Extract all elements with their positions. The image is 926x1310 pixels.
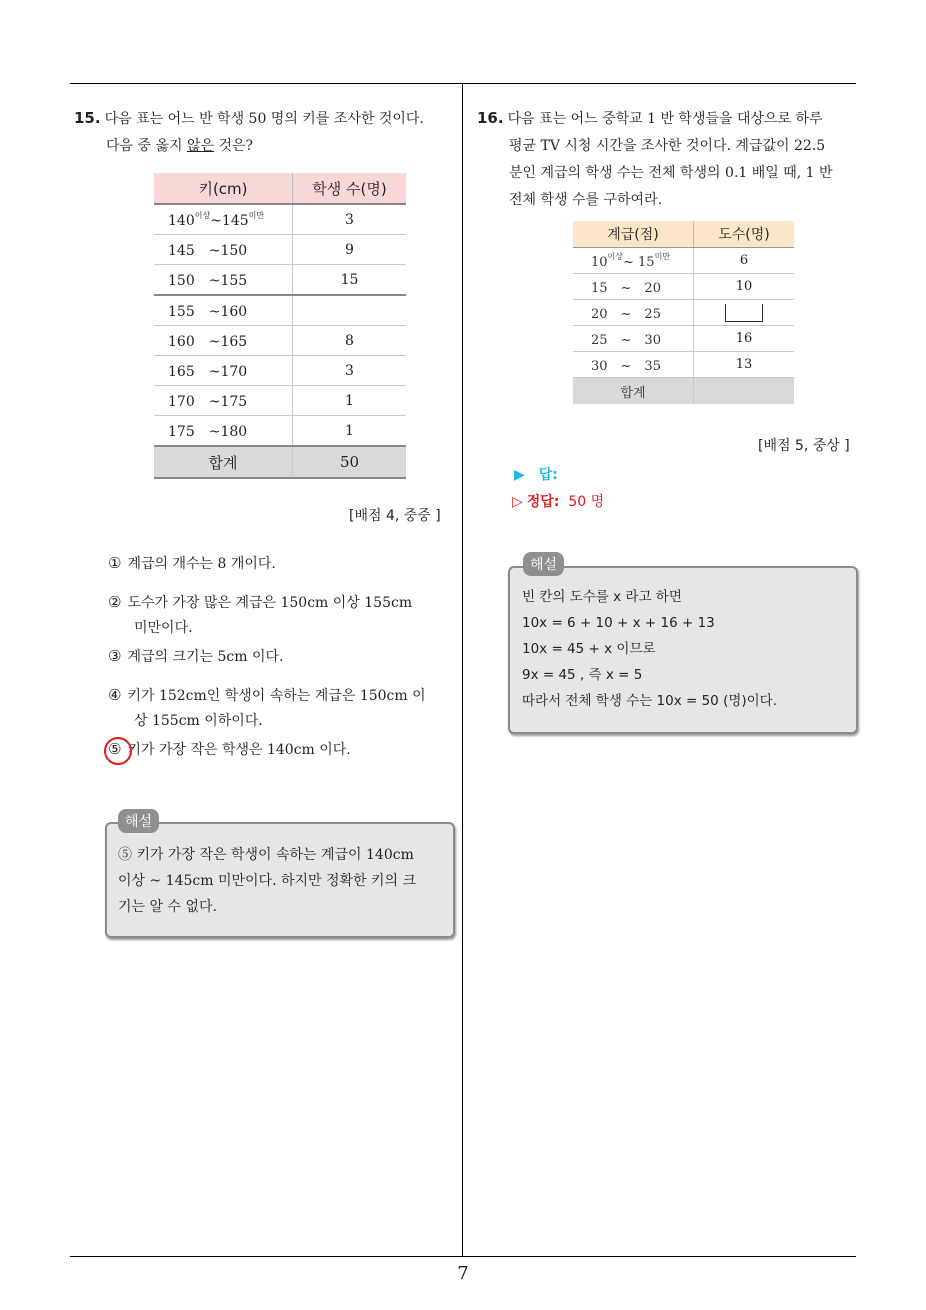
table-cell-range: 170 ~175	[154, 386, 293, 416]
table-cell-count: 15	[293, 265, 407, 296]
q15-question	[74, 105, 459, 160]
q15-choice-3[interactable]	[108, 644, 453, 670]
table-total-label: 합계	[154, 446, 293, 478]
q16-score: [배점 5, 중상 ]	[758, 438, 850, 454]
choice-marker: ⑤	[108, 740, 122, 758]
column-divider	[462, 83, 463, 1257]
table-row	[154, 326, 406, 356]
table-cell-range	[154, 204, 293, 235]
q15-choice-2[interactable]	[108, 590, 453, 641]
choice-marker: ①	[108, 554, 122, 572]
q16-text-line: 전체 학생 수를 구하여라.	[509, 192, 663, 208]
q15-number: 15.	[74, 109, 101, 127]
table-cell-range: 25 ~ 30	[573, 326, 694, 352]
table-cell-count: 9	[293, 235, 407, 265]
table-cell-count: 13	[694, 352, 795, 378]
table-cell-count: 3	[293, 356, 407, 386]
explanation-line: 10x = 45 + x 이므로	[522, 641, 656, 657]
q15-explanation-tag: 해설	[118, 809, 159, 833]
table-row	[154, 386, 406, 416]
table-cell-range: 150 ~155	[154, 265, 293, 296]
q15-choice-4[interactable]	[108, 683, 453, 734]
table-row	[573, 274, 794, 300]
q16-explanation-text	[522, 584, 852, 714]
range-end-suffix: 미만	[248, 211, 265, 220]
explanation-line: 따라서 전체 학생 수는 10x = 50 (명)이다.	[522, 693, 778, 709]
q16-question	[477, 105, 862, 214]
explanation-line: 10x = 6 + 10 + x + 16 + 13	[522, 615, 715, 631]
table-cell-range: 145 ~150	[154, 235, 293, 265]
explanation-line: 9x = 45 , 즉 x = 5	[522, 667, 643, 683]
q16-correct-line	[512, 491, 604, 511]
explanation-line: 빈 칸의 도수를 x 라고 하면	[522, 589, 682, 605]
selected-answer-circle	[104, 737, 132, 765]
q15-text-line2-underline: 않은	[186, 138, 215, 154]
correct-value: 50 명	[568, 494, 605, 510]
q16-text-line: 평균 TV 시청 시간을 조사한 것이다. 계급값이 22.5	[509, 138, 826, 154]
q16-frequency-table	[573, 221, 794, 404]
choice-text: 키가 가장 작은 학생은 140cm 이다.	[127, 742, 351, 758]
q15-choice-5[interactable]	[108, 737, 453, 763]
explanation-line: ⑤ 키가 가장 작은 학생이 속하는 계급이 140cm	[118, 847, 414, 863]
table-row	[154, 265, 406, 296]
table-row	[154, 204, 406, 235]
table-header-row	[573, 221, 794, 248]
correct-label: 정답:	[526, 494, 560, 510]
bottom-rule	[70, 1256, 856, 1257]
q16-text-line: 분인 계급의 학생 수는 전체 학생의 0.1 배일 때, 1 반	[509, 165, 833, 181]
table-total-value	[694, 378, 795, 405]
top-rule	[70, 83, 856, 84]
answer-label: 답:	[538, 467, 558, 483]
table-total-value: 50	[293, 446, 407, 478]
table-cell-range: 165 ~170	[154, 356, 293, 386]
choice-text: 계급의 개수는 8 개이다.	[127, 556, 276, 572]
page-number: 7	[457, 1263, 469, 1284]
q16-text-line: 다음 표는 어느 중학교 1 반 학생들을 대상으로 하루	[507, 111, 823, 127]
q15-text-line2-b: 것은?	[214, 138, 254, 154]
table-header-height: 키(cm)	[154, 173, 293, 204]
table-cell-count: 8	[293, 326, 407, 356]
table-header-class: 계급(점)	[573, 221, 694, 248]
table-row	[573, 326, 794, 352]
table-cell-range: 160 ~165	[154, 326, 293, 356]
explanation-line: 기는 알 수 없다.	[118, 899, 217, 915]
table-row	[154, 295, 406, 326]
table-row	[573, 300, 794, 326]
range-end-suffix: 미만	[654, 252, 671, 261]
choice-marker: ②	[108, 593, 122, 611]
table-row	[154, 416, 406, 447]
table-cell-count: 3	[293, 204, 407, 235]
table-header-count: 학생 수(명)	[293, 173, 407, 204]
q15-text-line2-a: 다음 중 옳지	[106, 138, 187, 154]
q16-explanation-tag: 해설	[523, 552, 564, 576]
table-cell-count	[293, 295, 407, 326]
table-cell-range	[573, 248, 694, 274]
table-row	[573, 352, 794, 378]
table-cell-range: 175 ~180	[154, 416, 293, 447]
choice-marker: ④	[108, 686, 122, 704]
choice-text-cont: 상 155cm 이하이다.	[134, 713, 263, 729]
table-row	[573, 248, 794, 274]
play-arrow-icon: ▶	[514, 467, 525, 483]
q16-number: 16.	[477, 109, 504, 127]
table-total-label: 합계	[573, 378, 694, 405]
table-cell-count: 6	[694, 248, 795, 274]
q15-explanation-text	[118, 842, 448, 920]
table-row	[154, 235, 406, 265]
choice-text-cont: 미만이다.	[134, 620, 193, 636]
table-cell-range: 30 ~ 35	[573, 352, 694, 378]
range-start: 10	[591, 255, 608, 270]
q15-line2	[74, 133, 459, 160]
table-cell-blank	[694, 300, 795, 326]
q15-choice-1[interactable]	[108, 551, 453, 577]
table-cell-range: 20 ~ 25	[573, 300, 694, 326]
table-cell-count: 10	[694, 274, 795, 300]
choice-text: 키가 152cm인 학생이 속하는 계급은 150cm 이	[127, 688, 426, 704]
range-start-suffix: 이상	[194, 211, 211, 220]
choice-text: 계급의 크기는 5cm 이다.	[127, 649, 284, 665]
q16-answer-line	[514, 464, 558, 484]
outline-arrow-icon: ▷	[512, 494, 523, 510]
table-cell-count: 1	[293, 416, 407, 447]
q15-score: [배점 4, 중중 ]	[349, 508, 441, 524]
range-start: 140	[168, 213, 195, 229]
q15-frequency-table	[154, 173, 406, 479]
table-header-row	[154, 173, 406, 204]
range-end: ~145	[210, 213, 249, 229]
table-total-row	[154, 446, 406, 478]
table-cell-range: 155 ~160	[154, 295, 293, 326]
explanation-line: 이상 ~ 145cm 미만이다. 하지만 정확한 키의 크	[118, 873, 417, 889]
q15-text-line1: 다음 표는 어느 반 학생 50 명의 키를 조사한 것이다.	[104, 111, 424, 127]
blank-answer-box	[725, 304, 763, 322]
q15-line1	[74, 105, 459, 133]
range-end: ~ 15	[623, 255, 655, 270]
table-row	[154, 356, 406, 386]
table-cell-count: 16	[694, 326, 795, 352]
table-header-frequency: 도수(명)	[694, 221, 795, 248]
q16-line1	[477, 105, 862, 133]
table-cell-count: 1	[293, 386, 407, 416]
choice-text: 도수가 가장 많은 계급은 150cm 이상 155cm	[127, 595, 413, 611]
choice-marker: ③	[108, 647, 122, 665]
range-start-suffix: 이상	[607, 252, 624, 261]
table-total-row	[573, 378, 794, 405]
table-cell-range: 15 ~ 20	[573, 274, 694, 300]
